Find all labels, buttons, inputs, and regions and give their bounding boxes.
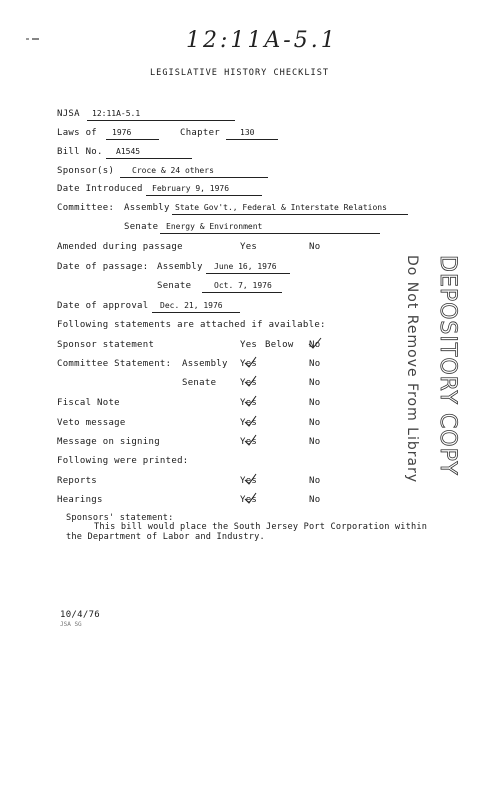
fiscal-note-yes: Yes xyxy=(240,398,258,408)
njsa-label: NJSA xyxy=(57,109,80,119)
handwritten-statute-number: 12:11A-5.1 xyxy=(186,28,338,53)
date-approval-value: Dec. 21, 1976 xyxy=(160,301,223,310)
fiscal-note-yes-checkmark xyxy=(242,394,258,410)
printed-heading: Following were printed: xyxy=(57,456,189,466)
committee-assembly-label: Assembly xyxy=(124,203,170,213)
page-title: LEGISLATIVE HISTORY CHECKLIST xyxy=(150,68,330,78)
committee-statement-senate-label: Senate xyxy=(182,378,217,388)
reports-label: Reports xyxy=(57,476,98,486)
depository-stamp xyxy=(392,255,472,495)
message-on-signing-no: No xyxy=(309,437,321,447)
chapter-value: 130 xyxy=(240,128,255,137)
laws-of-value: 1976 xyxy=(112,128,132,137)
date-passage-label: Date of passage: xyxy=(57,262,149,272)
sponsor-statement-yes: Yes xyxy=(240,340,258,350)
bill-no-label: Bill No. xyxy=(57,147,103,157)
sponsor-statement-no: No xyxy=(309,340,321,350)
message-on-signing-yes-checkmark xyxy=(242,433,258,449)
sponsor-statement-below: Below xyxy=(265,340,294,350)
sponsors-statement-line-2: the Department of Labor and Industry. xyxy=(66,532,265,542)
laws-of-label: Laws of xyxy=(57,128,98,138)
bill-no-value: A1545 xyxy=(116,147,141,156)
sponsors-statement-heading: Sponsors' statement: xyxy=(66,513,174,523)
stamp-line-depository-copy: DEPOSITORY COPY xyxy=(435,255,460,476)
passage-senate-value: Oct. 7, 1976 xyxy=(214,281,272,290)
committee-statement-senate-yes: Yes xyxy=(240,378,258,388)
amended-no: No xyxy=(309,242,321,252)
veto-message-label: Veto message xyxy=(57,418,126,428)
committee-statement-assembly-yes: Yes xyxy=(240,359,258,369)
veto-message-yes: Yes xyxy=(240,418,258,428)
sponsors-statement-line-1: This bill would place the South Jersey Port Corporation within xyxy=(94,522,428,532)
date-introduced-value: February 9, 1976 xyxy=(152,184,230,193)
message-on-signing-label: Message on signing xyxy=(57,437,160,447)
passage-assembly-value: June 16, 1976 xyxy=(214,262,277,271)
committee-senate-value: Energy & Environment xyxy=(166,222,263,231)
reports-no: No xyxy=(309,476,321,486)
committee-statement-assembly-label: Assembly xyxy=(182,359,228,369)
amended-label: Amended during passage xyxy=(57,242,183,252)
hearings-label: Hearings xyxy=(57,495,103,505)
fiscal-note-label: Fiscal Note xyxy=(57,398,120,408)
statements-heading: Following statements are attached if available: xyxy=(57,320,326,330)
committee-assembly-yes-checkmark xyxy=(242,355,258,371)
chapter-label: Chapter xyxy=(180,128,221,138)
veto-message-no: No xyxy=(309,418,321,428)
committee-label: Committee: xyxy=(57,203,115,213)
footer-date: 10/4/76 xyxy=(60,610,101,620)
passage-senate-label: Senate xyxy=(157,281,192,291)
fiscal-note-no: No xyxy=(309,398,321,408)
committee-statement-senate-no: No xyxy=(309,378,321,388)
committee-senate-yes-checkmark xyxy=(242,374,258,390)
veto-message-yes-checkmark xyxy=(242,414,258,430)
committee-senate-label: Senate xyxy=(124,222,159,232)
reports-yes-checkmark xyxy=(242,472,258,488)
message-on-signing-yes: Yes xyxy=(240,437,258,447)
corner-mark xyxy=(26,36,40,44)
hearings-no: No xyxy=(309,495,321,505)
hearings-yes-checkmark xyxy=(242,491,258,507)
sponsor-statement-no-checkmark xyxy=(307,336,323,352)
hearings-yes: Yes xyxy=(240,495,258,505)
sponsors-label: Sponsor(s) xyxy=(57,166,115,176)
reports-yes: Yes xyxy=(240,476,258,486)
committee-assembly-value: State Gov't., Federal & Interstate Relations xyxy=(175,203,387,212)
amended-yes: Yes xyxy=(240,242,258,252)
passage-assembly-label: Assembly xyxy=(157,262,203,272)
footer-initials: JSA SG xyxy=(60,621,82,628)
committee-statement-label: Committee Statement: xyxy=(57,359,172,369)
stamp-line-do-not-remove: Do Not Remove From Library xyxy=(404,255,420,484)
sponsor-statement-label: Sponsor statement xyxy=(57,340,155,350)
sponsors-value: Croce & 24 others xyxy=(132,166,214,175)
committee-statement-assembly-no: No xyxy=(309,359,321,369)
date-approval-label: Date of approval xyxy=(57,301,149,311)
date-introduced-label: Date Introduced xyxy=(57,184,143,194)
njsa-value: 12:11A-5.1 xyxy=(92,109,141,118)
